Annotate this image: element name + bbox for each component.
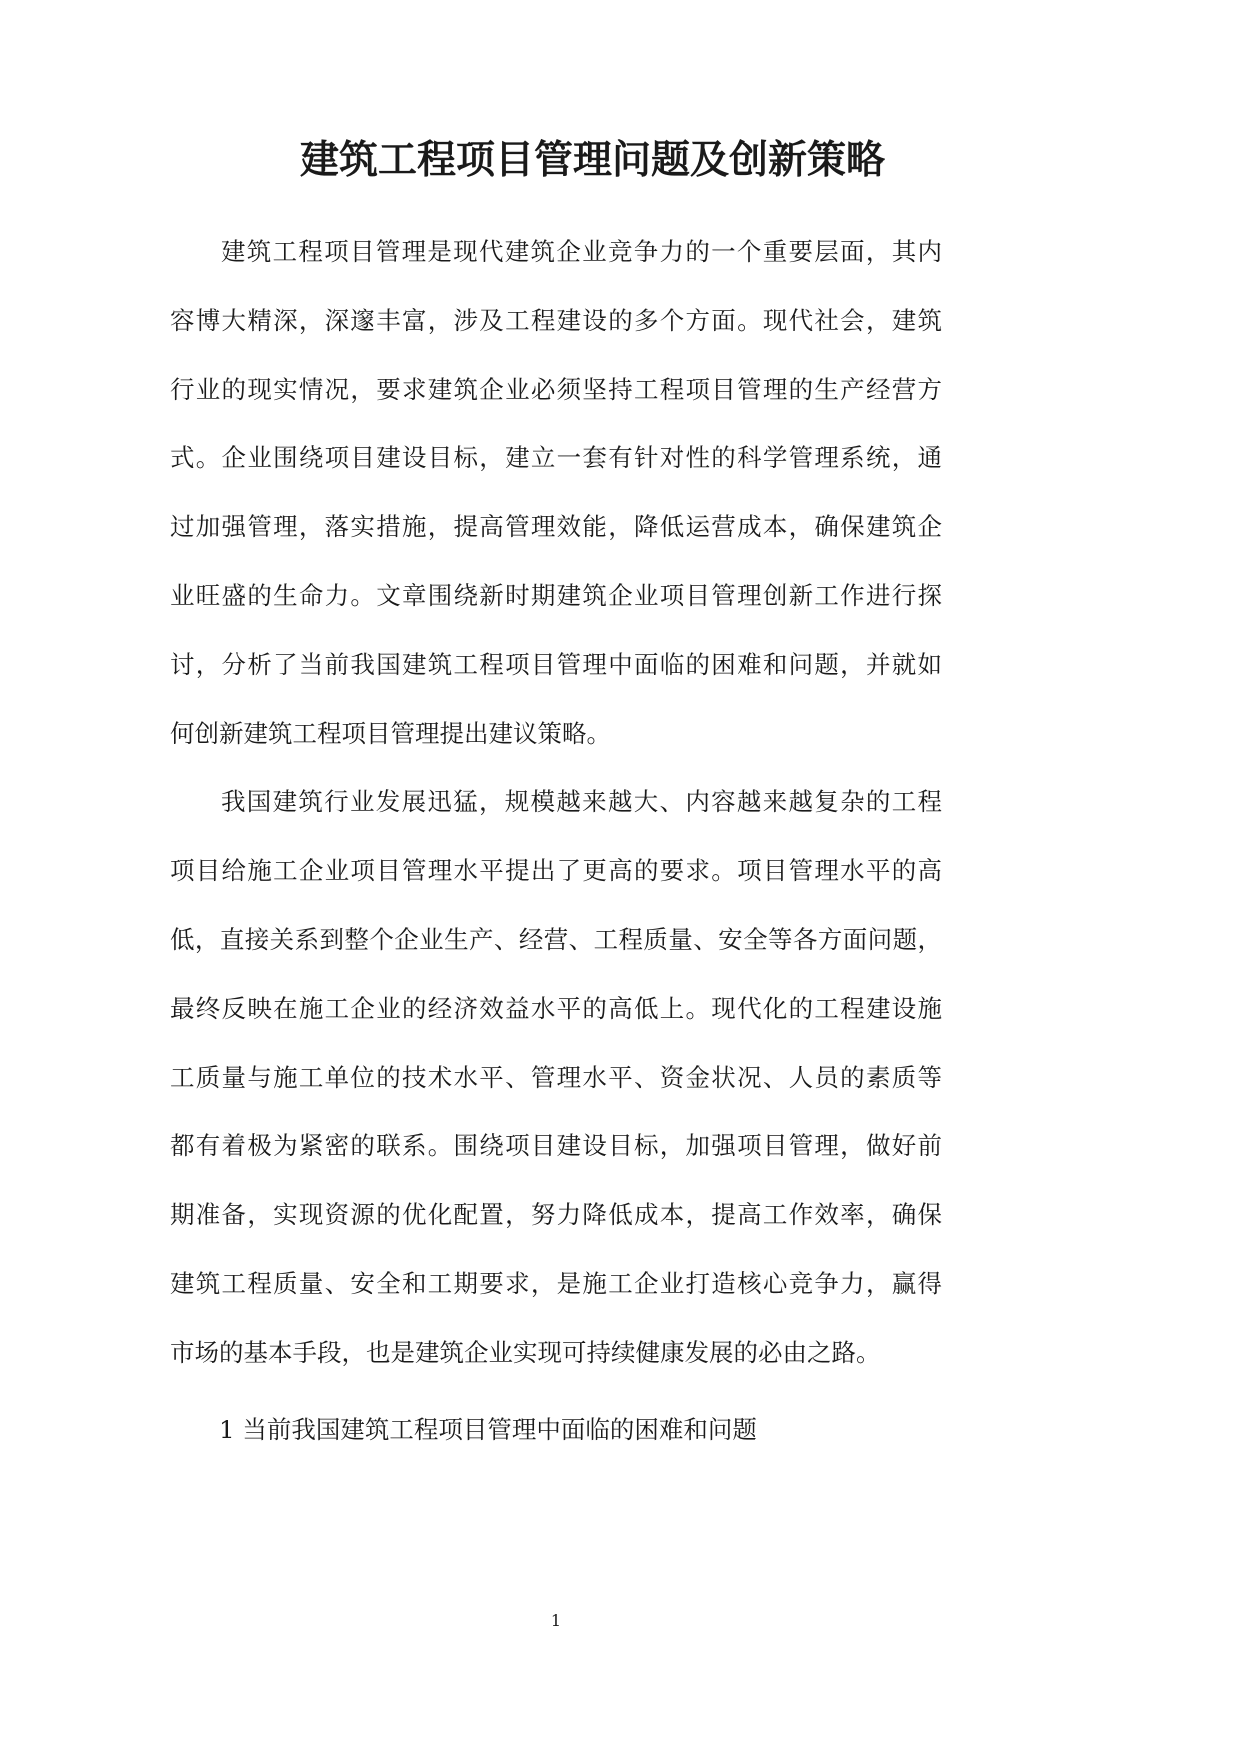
paragraph-line: 行业的现实情况，要求建筑企业必须坚持工程项目管理的生产经营方 bbox=[170, 374, 942, 404]
paragraph-line: 最终反映在施工企业的经济效益水平的高低上。现代化的工程建设施 bbox=[170, 993, 942, 1023]
paragraph-line: 何创新建筑工程项目管理提出建议策略。 bbox=[170, 718, 611, 748]
body-paragraph bbox=[170, 218, 942, 768]
paragraph-line: 低，直接关系到整个企业生产、经营、工程质量、安全等各方面问题， bbox=[170, 924, 942, 954]
document-title: 建筑工程项目管理问题及创新策略 bbox=[300, 137, 886, 183]
paragraph-line: 建筑工程项目管理是现代建筑企业竞争力的一个重要层面，其内 bbox=[221, 237, 942, 266]
document-body bbox=[170, 218, 942, 1464]
paragraph-line: 我国建筑行业发展迅猛，规模越来越大、内容越来越复杂的工程 bbox=[221, 787, 942, 817]
paragraph-line: 式。企业围绕项目建设目标，建立一套有针对性的科学管理系统，通 bbox=[170, 443, 942, 473]
paragraph-line: 建筑工程质量、安全和工期要求，是施工企业打造核心竞争力，赢得 bbox=[170, 1268, 942, 1298]
section-heading: 1 当前我国建筑工程项目管理中面临的困难和问题 bbox=[219, 1414, 757, 1444]
paragraph-line: 都有着极为紧密的联系。围绕项目建设目标，加强项目管理，做好前 bbox=[170, 1131, 942, 1161]
paragraph-line: 项目给施工企业项目管理水平提出了更高的要求。项目管理水平的高 bbox=[170, 856, 942, 886]
paragraph-line: 工质量与施工单位的技术水平、管理水平、资金状况、人员的素质等 bbox=[170, 1062, 942, 1092]
paragraph-line: 业旺盛的生命力。文章围绕新时期建筑企业项目管理创新工作进行探 bbox=[170, 580, 942, 610]
paragraph-line: 期准备，实现资源的优化配置，努力降低成本，提高工作效率，确保 bbox=[170, 1200, 942, 1230]
paragraph-line: 市场的基本手段，也是建筑企业实现可持续健康发展的必由之路。 bbox=[170, 1337, 881, 1367]
body-paragraph bbox=[170, 768, 942, 1387]
paragraph-line: 容博大精深，深邃丰富，涉及工程建设的多个方面。现代社会，建筑 bbox=[170, 305, 942, 335]
paragraph-line: 过加强管理，落实措施，提高管理效能，降低运营成本，确保建筑企 bbox=[170, 512, 942, 542]
paragraph-line: 讨，分析了当前我国建筑工程项目管理中面临的困难和问题，并就如 bbox=[170, 649, 942, 679]
page-number: 1 bbox=[550, 1611, 562, 1630]
